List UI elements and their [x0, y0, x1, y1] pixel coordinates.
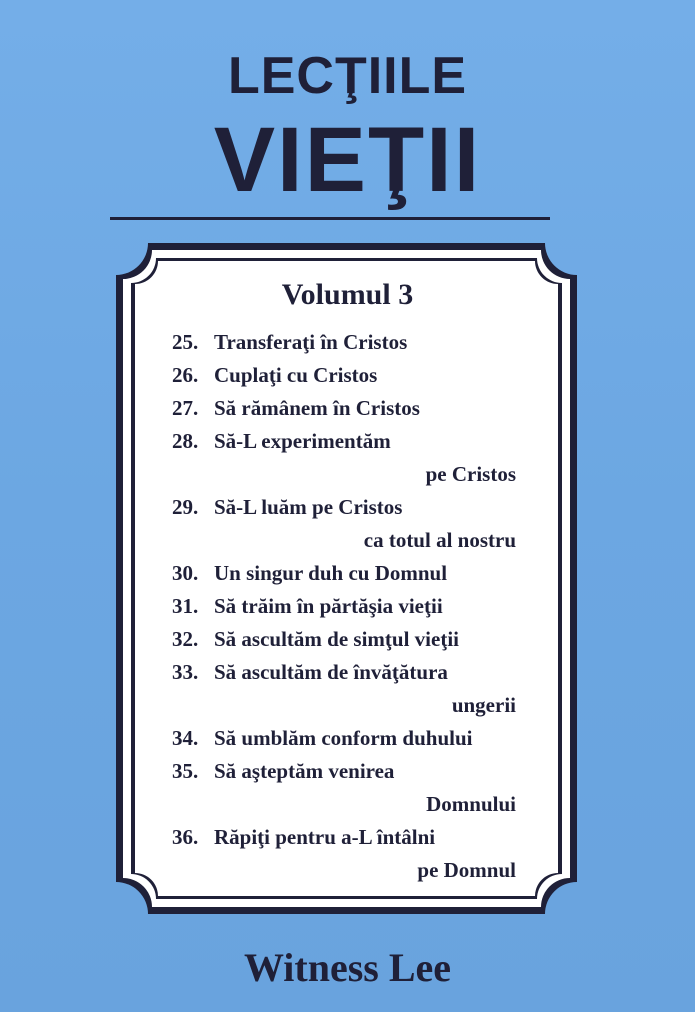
toc-number: 27.: [172, 396, 199, 420]
toc-title: Transferaţi în Cristos: [214, 330, 408, 354]
toc-continuation: pe Domnul: [417, 858, 516, 882]
toc-number: 36.: [172, 825, 199, 849]
toc-item: [172, 557, 532, 590]
title-line-1: LECŢIILE: [227, 47, 468, 105]
toc-item: [172, 623, 532, 656]
toc-number: 26.: [172, 363, 199, 387]
toc-item: [172, 755, 532, 788]
toc-item: [172, 425, 532, 458]
toc-title: Cuplaţi cu Cristos: [214, 363, 378, 387]
toc-title: Răpiţi pentru a-L întâlni: [214, 825, 436, 849]
table-of-contents: [172, 326, 532, 887]
toc-title: Să-L luăm pe Cristos: [214, 495, 403, 519]
toc-number: 32.: [172, 627, 199, 651]
toc-title: Să-L experimentăm: [214, 429, 391, 453]
toc-number: 29.: [172, 495, 199, 519]
toc-continuation: pe Cristos: [425, 462, 516, 486]
toc-item: [172, 722, 532, 755]
author-name: Witness Lee: [243, 945, 452, 990]
toc-item: [172, 656, 532, 689]
toc-item: [172, 821, 532, 854]
toc-title: Să ascultăm de simţul vieţii: [214, 627, 459, 651]
toc-item: [172, 326, 532, 359]
toc-continuation: ca totul al nostru: [363, 528, 516, 552]
toc-item: [172, 590, 532, 623]
toc-number: 35.: [172, 759, 199, 783]
toc-title: Să umblăm conform duhului: [214, 726, 473, 750]
toc-item: [172, 359, 532, 392]
title-line-2: VIEŢII: [213, 109, 482, 211]
volume-label: Volumul 3: [281, 278, 414, 311]
toc-title: Să trăim în părtăşia vieţii: [214, 594, 443, 618]
toc-item: [172, 392, 532, 425]
toc-number: 30.: [172, 561, 199, 585]
toc-number: 31.: [172, 594, 199, 618]
toc-title: Să rămânem în Cristos: [214, 396, 420, 420]
toc-title: Să ascultăm de învăţătura: [214, 660, 448, 684]
toc-title: Să aşteptăm venirea: [214, 759, 395, 783]
toc-number: 25.: [172, 330, 199, 354]
toc-title: Un singur duh cu Domnul: [214, 561, 448, 585]
toc-continuation: ungerii: [451, 693, 516, 717]
toc-item: [172, 491, 532, 524]
toc-number: 28.: [172, 429, 199, 453]
toc-number: 34.: [172, 726, 199, 750]
toc-number: 33.: [172, 660, 199, 684]
toc-continuation: Domnului: [426, 792, 516, 816]
